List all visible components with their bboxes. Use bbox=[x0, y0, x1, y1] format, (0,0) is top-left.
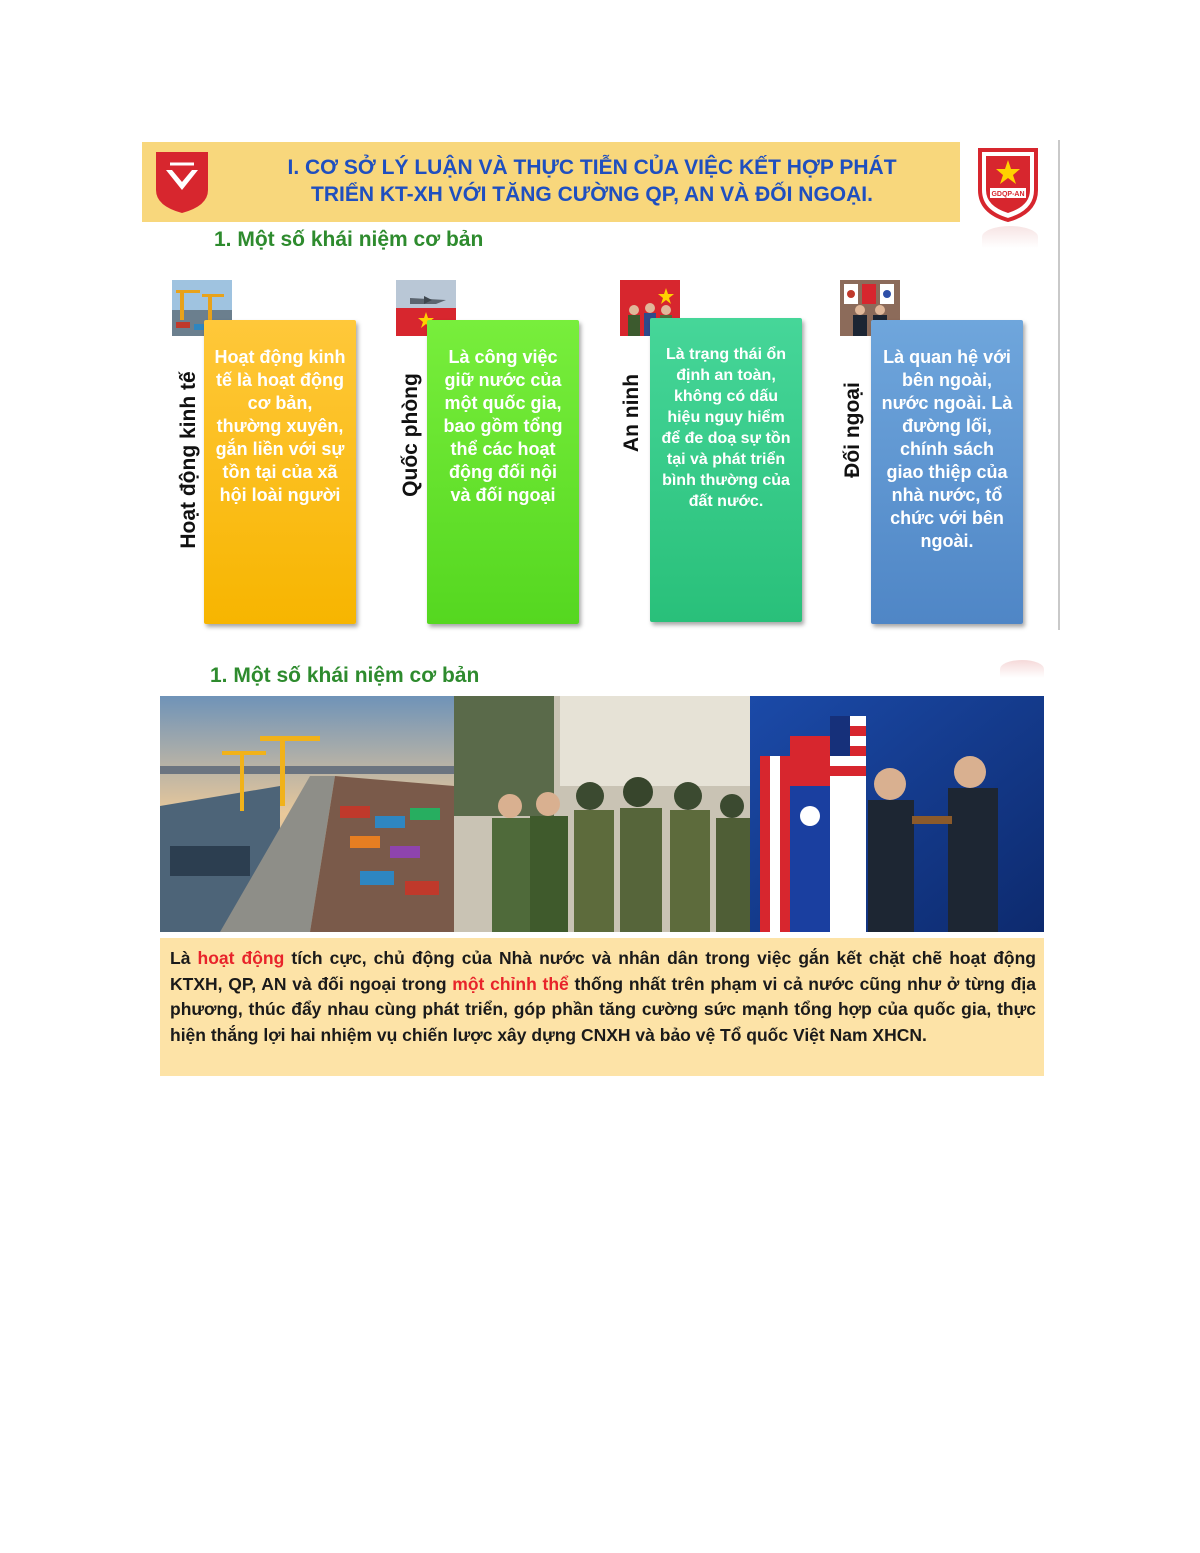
definition-text bbox=[160, 938, 1044, 1076]
slide-title bbox=[232, 154, 952, 208]
section-subtitle-2: 1. Một số khái niệm cơ bản bbox=[210, 664, 480, 687]
definition-part1: Là bbox=[170, 948, 198, 968]
logo-reflection bbox=[982, 226, 1038, 248]
concept-label-security-text: An ninh bbox=[620, 373, 643, 453]
university-logo bbox=[154, 150, 210, 214]
definition-part2: tích cực, chủ động của Nhà nước và nhân dân trong việc gắn kết chặt chẽ hoạt động KTXH, QP, AN và đối ngoại trong bbox=[170, 948, 1037, 994]
concept-label-security bbox=[617, 298, 647, 528]
photo-strip bbox=[160, 696, 1044, 932]
slide-definition bbox=[158, 660, 1048, 1080]
slide-title-line2: TRIỂN KT-XH VỚI TĂNG CƯỜNG QP, AN VÀ ĐỐI NGOẠI. bbox=[311, 183, 873, 206]
concept-box-foreign-affairs: Là quan hệ với bên ngoài, nước ngoài. Là đường lối, chính sách giao thiệp của nhà nước, tổ chức với bên ngoài. bbox=[871, 320, 1023, 624]
concept-label-defense-text: Quốc phòng bbox=[399, 373, 422, 497]
concept-label-foreign-affairs-text: Đối ngoại bbox=[841, 382, 864, 478]
logo-reflection-2 bbox=[1000, 660, 1044, 678]
concept-box-defense: Là công việc giữ nước của một quốc gia, bao gồm tổng thể các hoạt động đối nội và đối ngoại bbox=[427, 320, 579, 624]
concept-label-defense bbox=[396, 320, 426, 550]
slide-concepts bbox=[140, 140, 1060, 630]
concept-box-economy: Hoạt động kinh tế là hoạt động cơ bản, thường xuyên, gắn liền với sự tồn tại của xã hội loài người bbox=[204, 320, 356, 624]
definition-highlight-unity: một chỉnh thể bbox=[452, 973, 569, 994]
definition-highlight-activity: hoạt động bbox=[197, 948, 285, 968]
diplomacy-photo bbox=[750, 696, 1044, 932]
port-photo bbox=[160, 696, 454, 932]
concept-label-economy bbox=[174, 345, 204, 575]
slide-title-line1: I. CƠ SỞ LÝ LUẬN VÀ THỰC TIỄN CỦA VIỆC KẾT HỢP PHÁT bbox=[287, 156, 897, 179]
gdqp-an-logo bbox=[976, 146, 1040, 222]
military-photo bbox=[454, 696, 750, 932]
concept-label-economy-text: Hoạt động kinh tế bbox=[177, 371, 200, 549]
concept-box-security: Là trạng thái ổn định an toàn, không có dấu hiệu nguy hiểm để đe doạ sự tồn tại và phát triển bình thường của đất nước. bbox=[650, 318, 802, 622]
concept-label-foreign-affairs bbox=[838, 315, 868, 545]
section-subtitle: 1. Một số khái niệm cơ bản bbox=[214, 228, 484, 251]
title-bar bbox=[142, 142, 960, 222]
definition-part3: thống nhất trên phạm vi cả nước cũng như ở từng địa phương, thúc đẩy nhau cùng phát triển, góp phần tăng cường sức mạnh tổng hợp của quốc gia, thực hiện thắng lợi hai nhiệm vụ chiến lược xây dựng CNXH và bảo vệ Tổ quốc Việt Nam XHCN. bbox=[170, 973, 1036, 1045]
gdqp-an-logo-text: GDQP-AN bbox=[991, 191, 1025, 198]
